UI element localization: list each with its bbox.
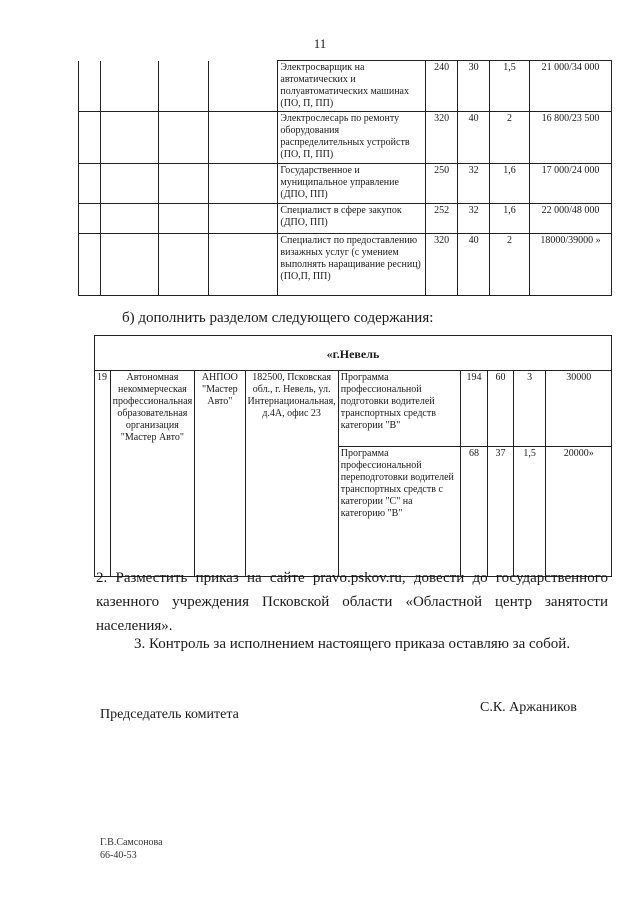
empty-cell [208,164,278,204]
empty-cell [208,204,278,234]
table-row [79,204,612,234]
program-months: 2 [490,234,530,296]
program-name: Специалист в сфере закупок (ДПО, ПП) [278,204,426,234]
empty-cell [79,61,101,112]
program-students: 40 [458,234,490,296]
empty-cell [208,112,278,164]
program-months: 3 [513,371,546,447]
org-short-name: АНПОО "Мастер Авто" [195,371,245,577]
org-full-name: Автономная некоммерческая профессиональная образовательная организация "Мастер Авто" [110,371,195,577]
row-number: 19 [95,371,111,577]
city-heading: «г.Невель [95,336,612,371]
paragraph-3: 3. Контроль за исполнением настоящего приказа оставляю за собой. [134,636,571,652]
empty-cell [79,112,101,164]
program-months: 1,6 [490,204,530,234]
program-name: Программа профессиональной переподготовки водителей транспортных средств с категории "С" на категорию "В" [338,447,460,577]
program-students: 37 [488,447,514,577]
page-number: 11 [313,36,327,51]
program-months: 1,5 [513,447,546,577]
program-cost: 20000» [546,447,612,577]
empty-cell [158,61,208,112]
program-cost: 17 000/24 000 [530,164,612,204]
program-students: 30 [458,61,490,112]
empty-cell [100,112,158,164]
program-hours: 320 [426,112,458,164]
empty-cell [208,234,278,296]
empty-cell [79,164,101,204]
table-row [79,164,612,204]
signer-name: С.К. Аржаников [480,700,577,715]
program-months: 1,5 [490,61,530,112]
table-row [79,61,612,112]
program-hours: 68 [460,447,487,577]
program-cost: 16 800/23 500 [530,112,612,164]
empty-cell [158,112,208,164]
org-address: 182500, Псковская обл., г. Невель, ул. Интернациональная, д.4А, офис 23 [245,371,338,577]
executor-info [100,836,163,862]
program-students: 40 [458,112,490,164]
program-months: 1,6 [490,164,530,204]
program-cost: 21 000/34 000 [530,61,612,112]
empty-cell [79,204,101,234]
programs-table-nevel [94,335,612,577]
program-hours: 240 [426,61,458,112]
program-cost: 22 000/48 000 [530,204,612,234]
program-name: Государственное и муниципальное управление (ДПО, ПП) [278,164,426,204]
empty-cell [208,61,278,112]
empty-cell [100,61,158,112]
program-cost: 30000 [546,371,612,447]
program-name: Электросварщик на автоматических и полуавтоматических машинах (ПО, П, ПП) [278,61,426,112]
empty-cell [79,234,101,296]
program-hours: 320 [426,234,458,296]
executor-phone: 66-40-53 [100,850,137,861]
empty-cell [100,234,158,296]
program-name: Программа профессиональной подготовки водителей транспортных средств категории "В" [338,371,460,447]
program-students: 32 [458,164,490,204]
empty-cell [158,234,208,296]
program-name: Специалист по предоставлению визажных услуг (с умением выполнять наращивание ресниц) (ПО,П, ПП) [278,234,426,296]
empty-cell [158,164,208,204]
empty-cell [100,164,158,204]
signer-title: Председатель комитета [100,707,239,722]
programs-table-continued [78,60,612,296]
program-months: 2 [490,112,530,164]
table-row [79,112,612,164]
program-students: 60 [488,371,514,447]
executor-name: Г.В.Самсонова [100,837,163,848]
program-hours: 194 [460,371,487,447]
paragraph-2-text: 2. Разместить приказ на сайте pravo.pskov.ru, довести до государственного казенного учреждения Псковской области «Областной центр занятости населения». [96,570,608,634]
program-cost: 18000/39000 » [530,234,612,296]
program-students: 32 [458,204,490,234]
program-hours: 252 [426,204,458,234]
empty-cell [100,204,158,234]
section-b-heading: б) дополнить разделом следующего содержания: [122,310,434,326]
paragraph-2 [96,566,608,638]
program-name: Электрослесарь по ремонту оборудования распределительных устройств (ПО, П, ПП) [278,112,426,164]
empty-cell [158,204,208,234]
program-hours: 250 [426,164,458,204]
table-row [79,234,612,296]
